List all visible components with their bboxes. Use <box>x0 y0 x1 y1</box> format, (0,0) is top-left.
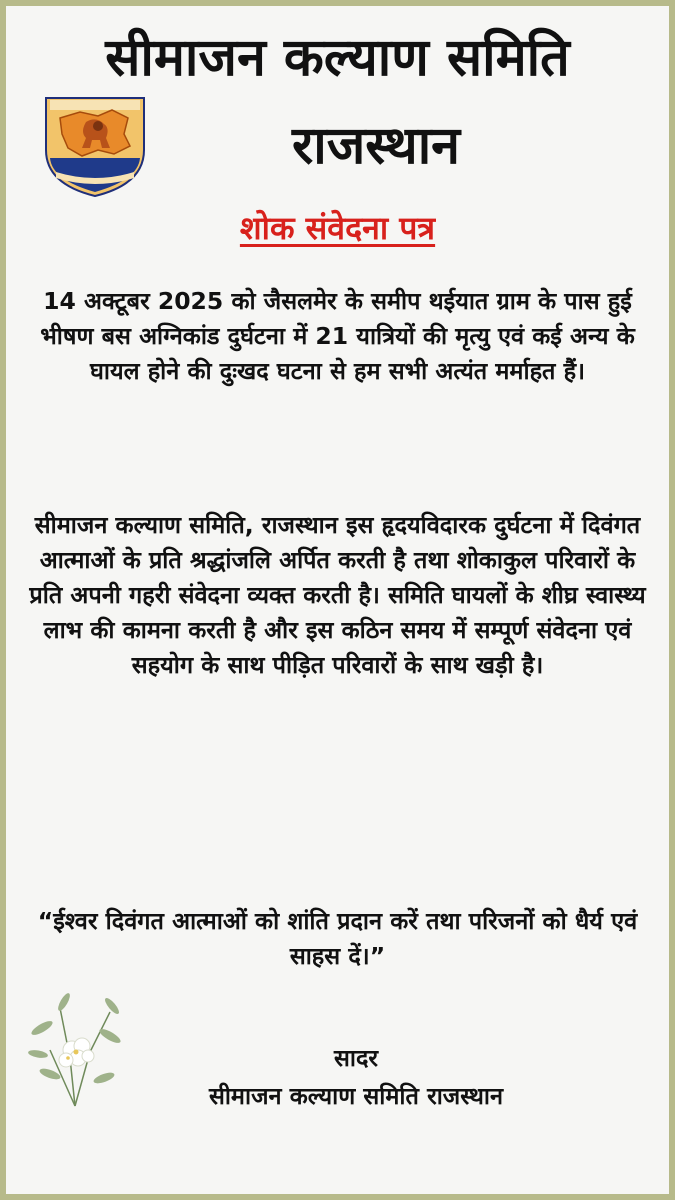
rajasthan-map-lion-emblem-icon <box>40 88 150 198</box>
body-paragraph-2: सीमाजन कल्याण समिति, राजस्थान इस हृदयविदारक दुर्घटना में दिवंगत आत्माओं के प्रति श्रद्धांजलि अर्पित करती है तथा शोकाकुल परिवारों के प्रति अपनी गहरी संवेदना व्यक्त करती है। समिति घायलों के शीघ्र स्वास्थ्य लाभ की कामना करती है और इस कठिन समय में सम्पूर्ण संवेदना एवं सहयोग के साथ पीड़ित परिवारों के साथ खड़ी है। <box>29 511 646 679</box>
organization-logo <box>40 88 150 198</box>
signature-salutation: सादर <box>333 1044 379 1072</box>
page-title-line1: सीमाजन कल्याण समिति <box>105 28 570 88</box>
body-paragraph-1: 14 अक्टूबर 2025 को जैसलमेर के समीप थईयात ग्राम के पास हुई भीषण बस अग्निकांड दुर्घटना में 21 यात्रियों की मृत्यु एवं कई अन्य के घायल होने की दुःखद घटना से हम सभी अत्यंत मर्माहत हैं। <box>40 287 635 385</box>
condolence-heading <box>6 206 669 250</box>
page-title-line2: राजस्थान <box>291 116 461 176</box>
condolence-card <box>6 6 669 1194</box>
condolence-heading-text: शोक संवेदना पत्र <box>239 209 436 247</box>
prayer-quote: “ईश्वर दिवंगत आत्माओं को शांति प्रदान करें तथा परिजनों को धैर्य एवं साहस दें।” <box>37 907 638 970</box>
signature-organization: सीमाजन कल्याण समिति राजस्थान <box>208 1082 504 1110</box>
